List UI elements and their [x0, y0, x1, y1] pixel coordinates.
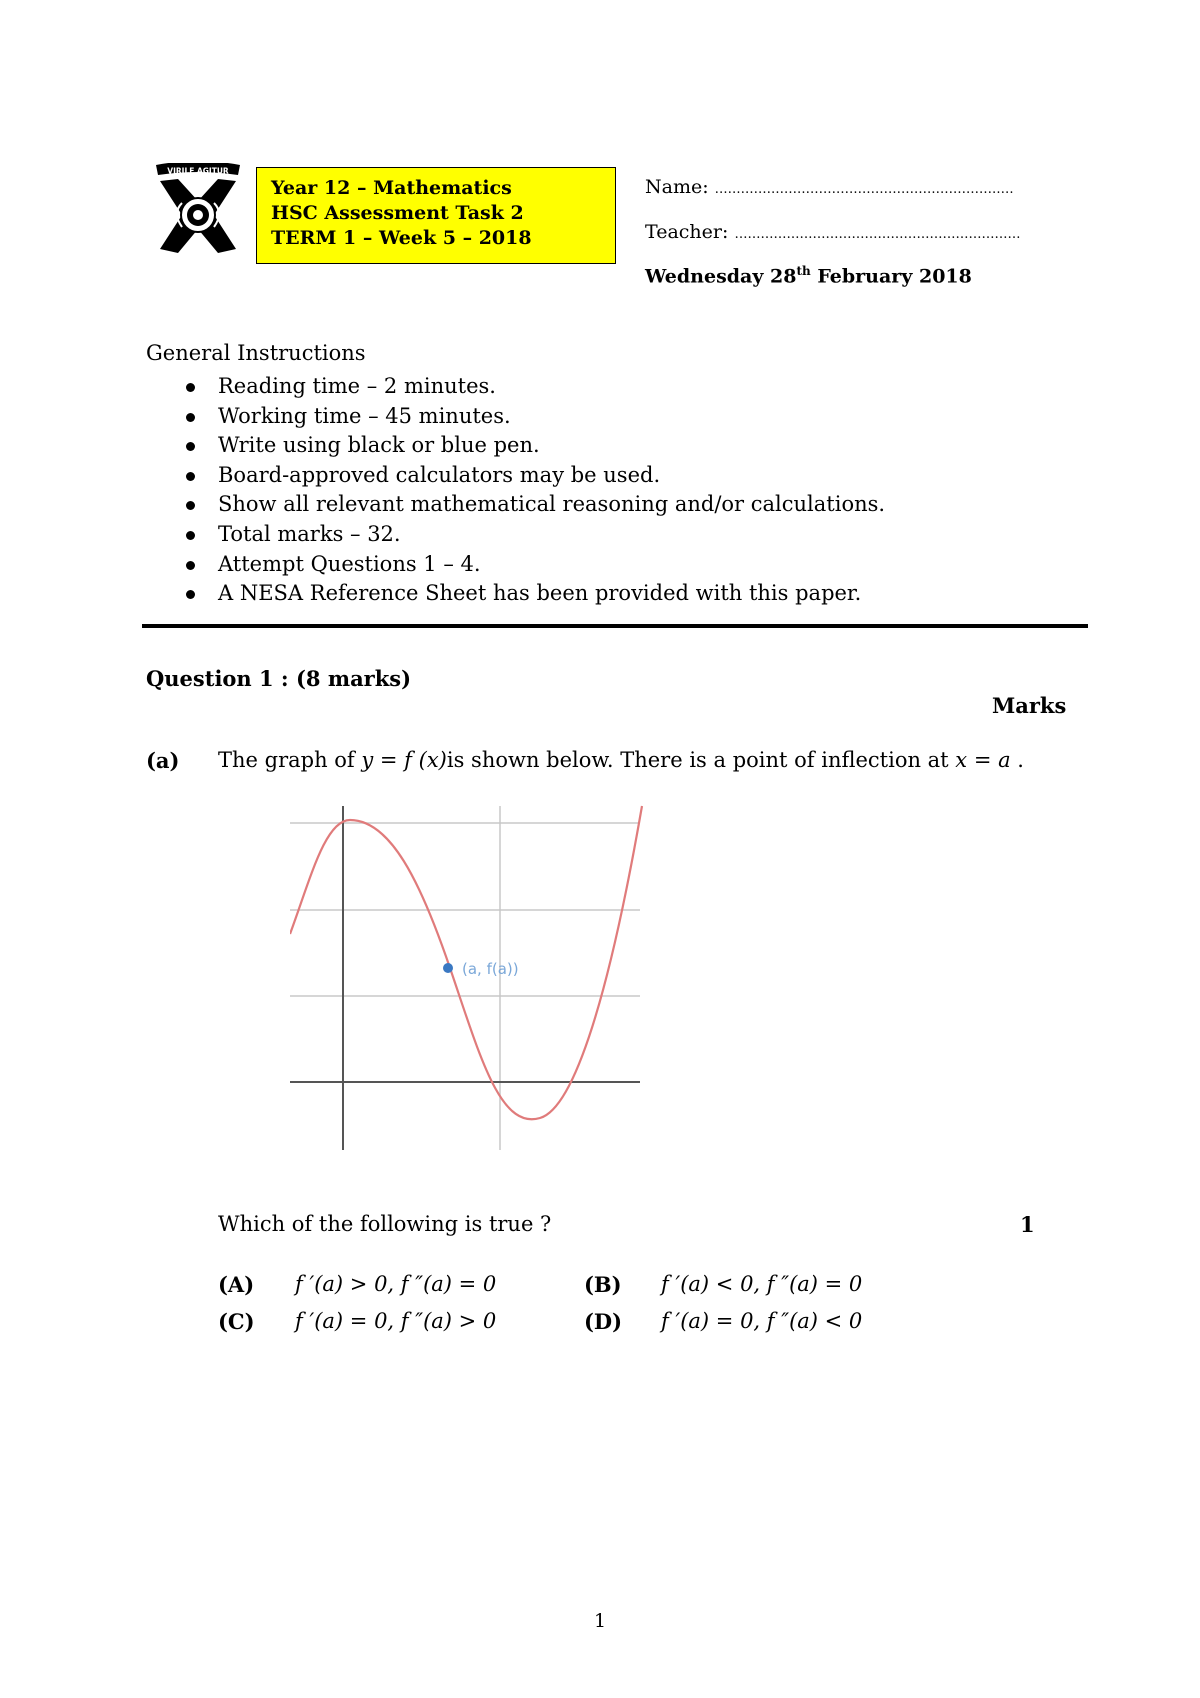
name-dots: ……………………………………………………………	[714, 182, 1014, 197]
part-label: (a)	[146, 748, 180, 773]
teacher-dots: …………………………………………………………	[734, 227, 1021, 242]
exam-date: Wednesday 28th February 2018	[645, 264, 972, 288]
inflection-point	[443, 963, 453, 973]
general-instructions-title: General Instructions	[146, 341, 366, 365]
option-d-label[interactable]: (D)	[584, 1309, 623, 1334]
school-crest-logo	[152, 163, 244, 265]
option-c-text[interactable]: f ′(a) = 0, f ″(a) > 0	[295, 1309, 497, 1333]
teacher-name-field[interactable]	[645, 221, 1020, 243]
instruction-item: Reading time – 2 minutes.	[146, 372, 885, 402]
question-title: Question 1 : (8 marks)	[146, 666, 412, 691]
option-a-label[interactable]: (A)	[218, 1272, 255, 1297]
logo-motto: VIRILE AGITUR	[167, 166, 229, 176]
title-line-task: HSC Assessment Task 2	[271, 202, 524, 224]
exam-title-box	[256, 167, 616, 264]
name-label: Name:	[645, 176, 709, 198]
math-x-equals-a: x = a	[955, 748, 1011, 772]
instruction-item: Total marks – 32.	[146, 520, 885, 550]
question-prompt: Which of the following is true ?	[218, 1212, 552, 1236]
option-c-label[interactable]: (C)	[218, 1309, 255, 1334]
option-a-text[interactable]: f ′(a) > 0, f ″(a) = 0	[295, 1272, 497, 1296]
teacher-label: Teacher:	[645, 221, 729, 243]
general-instructions-list	[146, 372, 885, 609]
option-b-label[interactable]: (B)	[584, 1272, 622, 1297]
section-divider	[142, 624, 1088, 628]
question-mark-value: 1	[1020, 1212, 1035, 1237]
graph-axes	[290, 806, 640, 1150]
instruction-item: A NESA Reference Sheet has been provided with this paper.	[146, 579, 885, 609]
instruction-item: Write using black or blue pen.	[146, 431, 885, 461]
instruction-item: Board-approved calculators may be used.	[146, 461, 885, 491]
function-graph	[290, 800, 650, 1152]
instruction-item: Show all relevant mathematical reasoning and/or calculations.	[146, 490, 885, 520]
title-line-year: Year 12 – Mathematics	[271, 177, 512, 199]
math-function: y = f (x)	[361, 748, 447, 772]
student-name-field[interactable]	[645, 176, 1014, 198]
instruction-item: Attempt Questions 1 – 4.	[146, 550, 885, 580]
inflection-point-label: (a, f(a))	[462, 960, 519, 978]
title-line-term: TERM 1 – Week 5 – 2018	[271, 227, 532, 249]
option-d-text[interactable]: f ′(a) = 0, f ″(a) < 0	[661, 1309, 863, 1333]
instruction-item: Working time – 45 minutes.	[146, 402, 885, 432]
option-b-text[interactable]: f ′(a) < 0, f ″(a) = 0	[661, 1272, 863, 1296]
part-text: The graph of y = f (x)is shown below. There is a point of inflection at x = a .	[218, 748, 1024, 772]
marks-column-header: Marks	[992, 693, 1067, 718]
page-number: 1	[594, 1610, 607, 1632]
